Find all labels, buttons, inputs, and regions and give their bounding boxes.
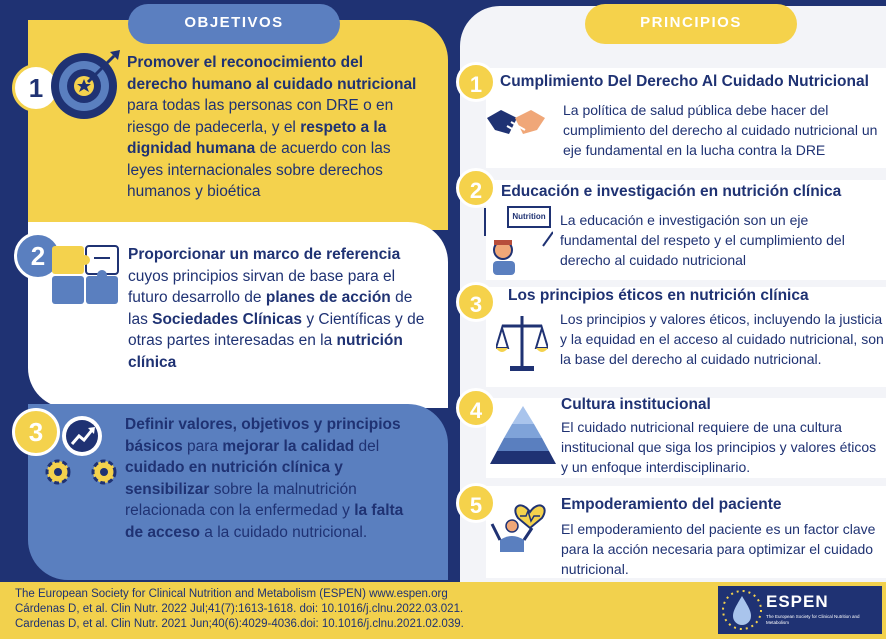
footer-line-3: Cardenas D, et al. Clin Nutr. 2021 Jun;40(6):4029-4036.doi: 10.1016/j.clnu.2021.02.039.	[15, 618, 464, 630]
footer-line-1: The European Society for Clinical Nutrition and Metabolism (ESPEN) www.espen.org	[15, 588, 448, 600]
principle-number-2: 2	[456, 168, 496, 208]
principle-number-1: 1	[456, 62, 496, 102]
empowered-patient-icon	[490, 494, 554, 554]
principle-title-1: Cumplimiento Del Derecho Al Cuidado Nutricional	[500, 73, 869, 90]
objective-3-segment: cuidado en nutrición clínica y sensibilizar	[125, 459, 343, 498]
handshake-icon	[487, 104, 545, 144]
objective-1-segment: respeto a la dignidad humana	[127, 118, 387, 157]
objective-1-segment: Promover el reconocimiento del derecho humano al cuidado nutricional	[127, 54, 417, 93]
espen-logo-tagline: The European Society for Clinical Nutrition and Metabolism	[766, 614, 860, 625]
objective-3-segment: mejorar la calidad	[222, 437, 355, 455]
principios-header: PRINCIPIOS	[585, 4, 797, 44]
objective-2-segment: Proporcionar un marco de referencia	[128, 246, 401, 263]
espen-logo-name: ESPEN	[766, 592, 829, 611]
principle-number-4: 4	[456, 388, 496, 428]
footer-line-2: Cárdenas D, et al. Clin Nutr. 2022 Jul;41(7):1613-1618. doi: 10.1016/j.clnu.2022.03.021.	[15, 603, 464, 615]
nutrition-board-label: Nutrition	[507, 206, 551, 228]
objective-2-segment: cuyos principios sirvan de base para el futuro desarrollo de	[128, 267, 396, 306]
principle-body-1: La política de salud pública debe hacer del cumplimiento del derecho al cuidado nutricional un eje fundamental en la lucha contra la DRE	[563, 102, 878, 158]
objective-1-segment: de acuerdo con las leyes internacionales sobre derechos humanos y bioética	[127, 140, 391, 200]
objective-number-3: 3	[12, 408, 60, 456]
principle-title-3: Los principios éticos en nutrición clínica	[508, 287, 809, 304]
objective-2-segment: nutrición clínica	[128, 332, 403, 371]
objective-2-segment: de las	[128, 289, 413, 328]
principle-number-5: 5	[456, 483, 496, 523]
objective-text-2	[128, 244, 428, 373]
growth-gears-icon	[42, 412, 122, 492]
objective-2-segment: planes de acción	[265, 289, 391, 306]
objective-3-segment: del	[354, 437, 380, 455]
objective-3-segment: sobre la malnutrición relacionada con la enfermedad y	[125, 480, 357, 519]
principle-title-4: Cultura institucional	[561, 396, 711, 413]
pyramid-icon	[490, 404, 556, 466]
principle-title-2: Educación e investigación en nutrición clínica	[501, 183, 842, 200]
puzzle-icon	[50, 244, 120, 306]
droplet-stars-icon	[722, 588, 762, 632]
objetivos-header: OBJETIVOS	[128, 4, 340, 44]
objective-number-1: 1	[12, 64, 60, 112]
objective-1-segment: para todas las personas con DRE o en riesgo de padecerla, y el	[127, 97, 394, 136]
objective-2-segment: Sociedades Clínicas	[152, 310, 303, 328]
objective-text-3	[125, 414, 425, 543]
espen-logo	[718, 586, 882, 634]
objective-3-segment: la falta de acceso	[125, 502, 404, 541]
objective-2-segment: y Científicas y de otras partes interesadas en la	[128, 310, 425, 349]
principle-body-3: Los principios y valores éticos, incluyendo la justicia y la equidad en el acceso al cuidado nutricional, son la base del derecho al cuidado nutricional.	[560, 311, 884, 367]
principle-body-2: La educación e investigación son un eje fundamental del respeto y el cumplimiento del derecho al cuidado nutricional	[560, 212, 845, 268]
objective-number-2: 2	[14, 232, 62, 280]
principle-body-4: El cuidado nutricional requiere de una cultura institucional que siga los principios y valores éticos y un enfoque interdisciplinario.	[561, 419, 877, 475]
target-icon	[48, 46, 124, 122]
objective-3-segment: Definir valores, objetivos y principios básicos	[125, 416, 401, 455]
objective-3-segment: a la cuidado nutricional.	[199, 523, 368, 541]
teacher-icon	[483, 206, 553, 278]
principle-title-5: Empoderamiento del paciente	[561, 496, 782, 513]
justice-scale-icon	[496, 314, 548, 374]
principle-number-3: 3	[456, 282, 496, 322]
objective-text-1	[127, 52, 427, 203]
principle-body-5: El empoderamiento del paciente es un factor clave para la acción necesaria para optimizar el cuidado nutricional.	[561, 521, 876, 577]
objective-3-segment: para	[182, 437, 223, 455]
